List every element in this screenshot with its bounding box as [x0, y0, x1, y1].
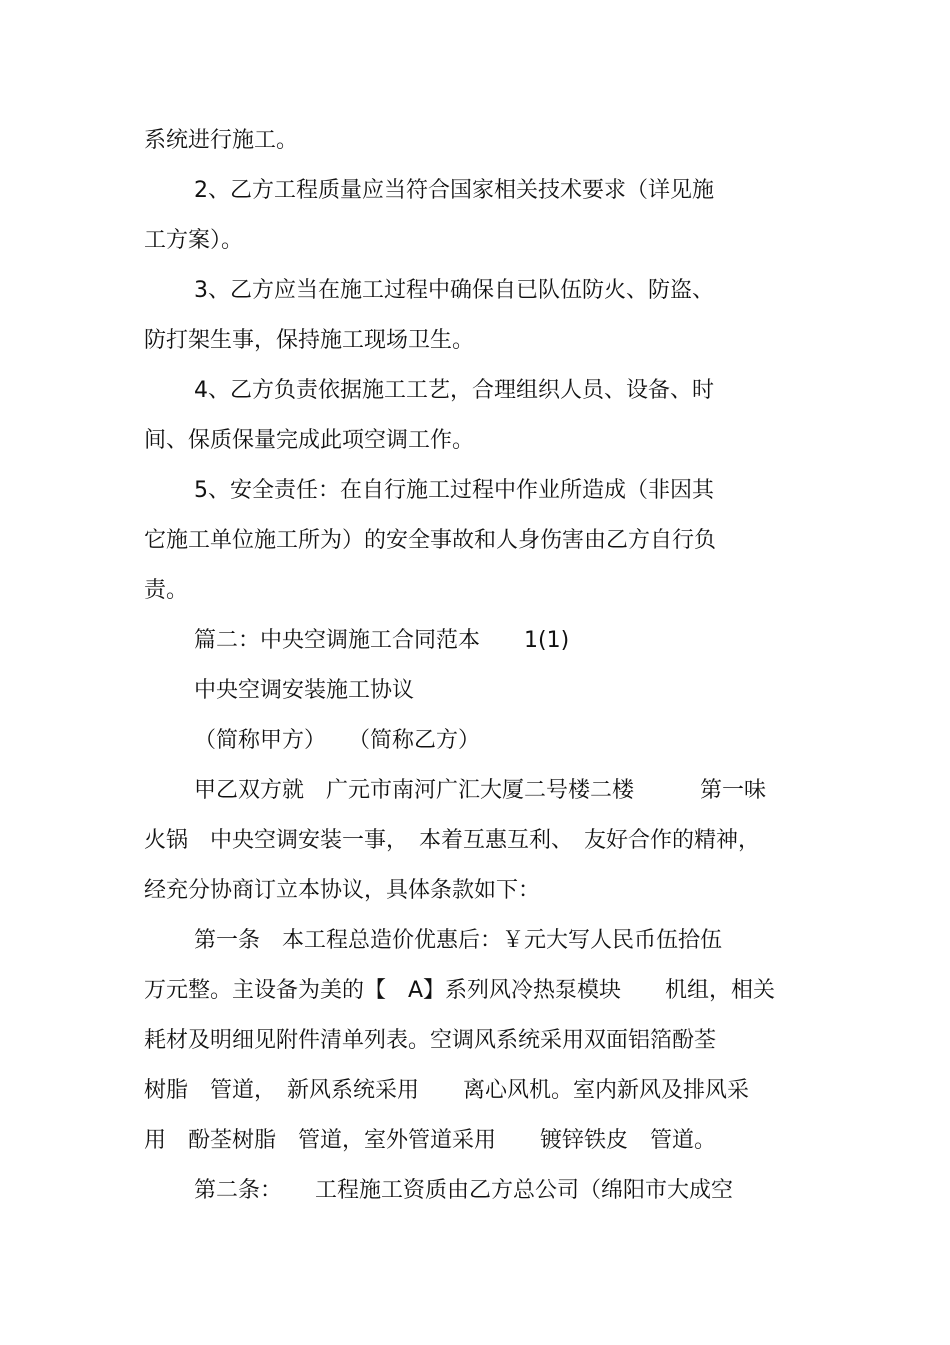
text-line: 耗材及明细见附件清单列表。空调风系统采用双面铝箔酚荃 [144, 1028, 717, 1053]
text-line: 防打架生事，保持施工现场卫生。 [144, 328, 475, 353]
text-line: 第二条： 工程施工资质由乙方总公司（绵阳市大成空 [194, 1178, 734, 1203]
agreement-title: 中央空调安装施工协议 [194, 678, 415, 703]
text-line: 万元整。主设备为美的【 A】系列风冷热泵模块 机组，相关 [144, 978, 776, 1003]
text-line: 2、乙方工程质量应当符合国家相关技术要求（详见施 [194, 178, 714, 203]
text-line: 树脂 管道， 新风系统采用 离心风机。室内新风及排风采 [144, 1078, 750, 1103]
text-line: 4、乙方负责依据施工工艺，合理组织人员、设备、时 [194, 378, 714, 403]
text-line: 3、乙方应当在施工过程中确保自已队伍防火、防盗、 [194, 278, 714, 303]
section-heading: 篇二：中央空调施工合同范本 1(1) [194, 628, 570, 653]
text-line: 甲乙双方就 广元市南河广汇大厦二号楼二楼 第一味 [194, 778, 767, 803]
text-line: 责。 [144, 578, 189, 603]
party-names: （简称甲方） （简称乙方） [194, 728, 481, 753]
text-line: 经充分协商订立本协议，具体条款如下： [144, 878, 541, 903]
text-line: 间、保质保量完成此项空调工作。 [144, 428, 475, 453]
text-line: 用 酚荃树脂 管道，室外管道采用 镀锌铁皮 管道。 [144, 1128, 717, 1153]
text-line: 火锅 中央空调安装一事， 本着互惠互利、 友好合作的精神， [144, 828, 761, 853]
text-line: 第一条 本工程总造价优惠后：￥元大写人民币伍拾伍 [194, 928, 723, 953]
text-line: 工方案）。 [144, 228, 244, 253]
text-line: 它施工单位施工所为）的安全事故和人身伤害由乙方自行负 [144, 528, 717, 553]
text-line: 5、安全责任：在自行施工过程中作业所造成（非因其 [194, 478, 714, 503]
text-line: 系统进行施工。 [144, 128, 299, 153]
